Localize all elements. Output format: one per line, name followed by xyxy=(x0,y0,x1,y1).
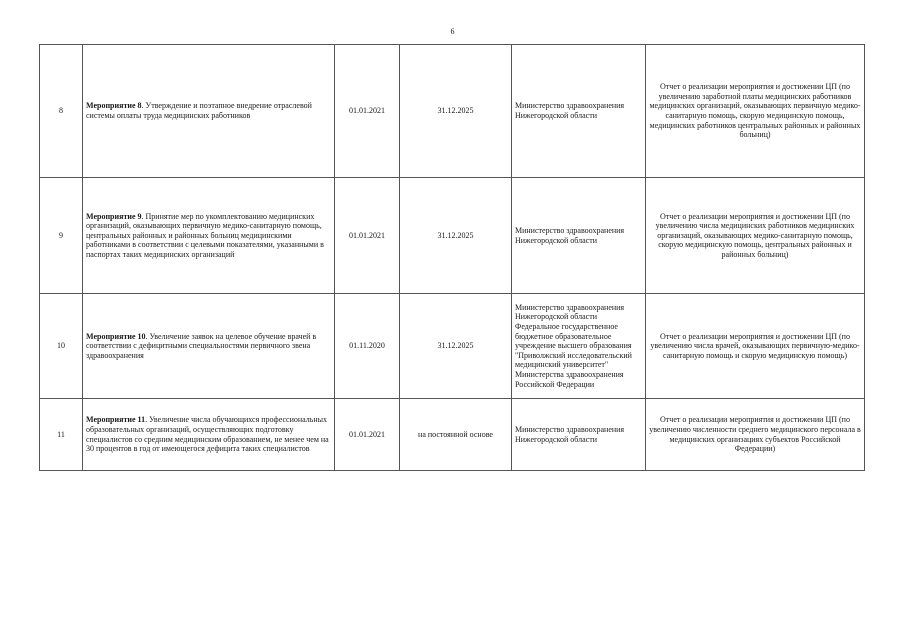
row-number: 10 xyxy=(40,294,83,399)
row-number: 9 xyxy=(40,178,83,294)
activity-description xyxy=(83,399,335,471)
row-number: 11 xyxy=(40,399,83,471)
start-date: 01.01.2021 xyxy=(335,45,400,178)
start-date: 01.01.2021 xyxy=(335,178,400,294)
executor: Министерство здравоохранения Нижегородской области xyxy=(512,45,646,178)
start-date: 01.11.2020 xyxy=(335,294,400,399)
end-date: 31.12.2025 xyxy=(400,178,512,294)
executor: Министерство здравоохранения Нижегородской области xyxy=(512,399,646,471)
table-row xyxy=(40,45,865,178)
start-date: 01.01.2021 xyxy=(335,399,400,471)
activity-label: Мероприятие 11 xyxy=(86,415,146,425)
report-result: Отчет о реализации мероприятия и достижении ЦП (по увеличению численности среднего медицинского персонала в медицинских организациях субъектов Российской Федерации) xyxy=(646,399,865,471)
page-number: 6 xyxy=(450,27,455,36)
activity-label: Мероприятие 8 xyxy=(86,101,142,111)
report-result: Отчет о реализации мероприятия и достижении ЦП (по увеличению заработной платы медицинских работников медицинских организаций, оказывающих первичную медико-санитарную помощь, скорую медицинскую помощь, медицинских работников центральных районных и районных больниц) xyxy=(646,45,865,178)
table-row xyxy=(40,178,865,294)
activity-text: . Увеличение числа обучающихся профессиональных образовательных организаций, осуществляющих подготовку специалистов со средним медицинским образованием, не менее чем на 30 процентов в год от имеющегося дефицита таких специалистов xyxy=(86,415,329,454)
row-number: 8 xyxy=(40,45,83,178)
end-date: на постоянной основе xyxy=(400,399,512,471)
activity-label: Мероприятие 10 xyxy=(86,331,146,341)
table-row xyxy=(40,399,865,471)
end-date: 31.12.2025 xyxy=(400,45,512,178)
activity-description xyxy=(83,294,335,399)
activity-description xyxy=(83,45,335,178)
activity-label: Мероприятие 9 xyxy=(86,211,142,221)
executor: Министерство здравоохранения Нижегородской области xyxy=(512,178,646,294)
report-result: Отчет о реализации мероприятия и достижении ЦП (по увеличению числа медицинских работников медицинских организаций, оказывающих медико-санитарную помощь, скорую медицинскую помощь, центральных районных и районных больниц) xyxy=(646,178,865,294)
activity-text: . Утверждение и поэтапное внедрение отраслевой системы оплаты труда медицинских работников xyxy=(86,101,312,120)
activity-text: . Принятие мер по укомплектованию медицинских организаций, оказывающих первичную медико-санитарную помощь, центральных районных и районных больниц медицинскими работниками в соответствии с целевыми показателями, указанными в паспортах таких медицинских организаций xyxy=(86,211,324,259)
report-result: Отчет о реализации мероприятия и достижении ЦП (по увеличению числа врачей, оказывающих первичную-медико-санитарную помощь и скорую медицинскую помощь) xyxy=(646,294,865,399)
activity-text: . Увеличение заявок на целевое обучение врачей в соответствии с дефицитными специальностями первичного звена здравоохранения xyxy=(86,331,317,360)
activity-description xyxy=(83,178,335,294)
table-row xyxy=(40,294,865,399)
activities-table xyxy=(39,44,865,471)
executor: Министерство здравоохранения Нижегородской области Федеральное государственное бюджетное образовательное учреждение высшего образования "Приволжский исследовательский медицинский университет" Министерства здравоохранения Российской Федерации xyxy=(512,294,646,399)
end-date: 31.12.2025 xyxy=(400,294,512,399)
